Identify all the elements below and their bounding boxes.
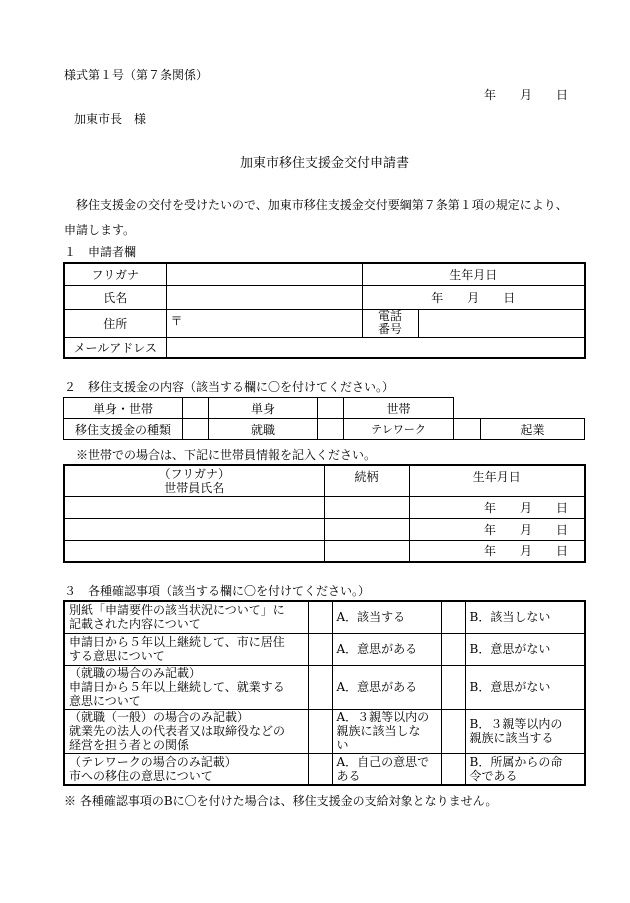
relation-header: 続柄 <box>324 465 409 496</box>
confirmation-option-b: B．意思がない <box>465 633 585 665</box>
member-relation-field[interactable] <box>324 496 409 518</box>
employment-check-cell[interactable] <box>183 419 209 440</box>
member-birth-field[interactable]: 年 月 日 <box>409 540 585 562</box>
section2-heading: ２ 移住支援金の内容（該当する欄に〇を付けてください。） <box>64 380 395 394</box>
phone-label: 電話 番号 <box>362 309 418 337</box>
intro-text-line1: 移住支援金の交付を受けたいので、加東市移住支援金交付要綱第７条第１項の規定により、 <box>76 198 568 212</box>
phone-field[interactable] <box>418 309 585 337</box>
option-a-check-cell[interactable] <box>308 665 332 709</box>
confirmation-table <box>63 600 586 786</box>
member-name-field[interactable] <box>64 518 324 540</box>
confirmation-question-5: （テレワークの場合のみ記載） 市への移住の意思について <box>64 753 308 785</box>
confirmation-option-b: B．意思がない <box>465 665 585 709</box>
member-relation-field[interactable] <box>324 518 409 540</box>
subsidy-type-label: 移住支援金の種類 <box>64 419 183 440</box>
option-b-check-cell[interactable] <box>441 753 465 785</box>
confirmation-question-3: （就職の場合のみ記載） 申請日から５年以上継続して、就業する 意思について <box>64 665 308 709</box>
confirmation-option-a: A．意思がある <box>332 633 441 665</box>
confirmation-option-b: B．３親等以内の 親族に該当する <box>465 709 585 753</box>
member-birth-field[interactable]: 年 月 日 <box>409 496 585 518</box>
birth-date-field[interactable]: 年 月 日 <box>362 285 585 309</box>
email-field[interactable] <box>166 337 585 358</box>
name-label: 氏名 <box>64 285 166 309</box>
email-label: メールアドレス <box>64 337 166 358</box>
option-a-check-cell[interactable] <box>308 633 332 665</box>
name-field[interactable] <box>166 285 362 309</box>
household-members-table <box>63 464 586 563</box>
option-b-check-cell[interactable] <box>441 709 465 753</box>
household-note: ※世帯での場合は、下記に世帯員情報を記入ください。 <box>76 448 377 462</box>
confirmation-option-b: B．該当しない <box>465 601 585 633</box>
option-b-check-cell[interactable] <box>441 601 465 633</box>
member-name-field[interactable] <box>64 540 324 562</box>
startup-check-cell[interactable] <box>454 419 481 440</box>
address-field[interactable] <box>166 309 362 337</box>
option-a-check-cell[interactable] <box>308 601 332 633</box>
intro-text-line2: 申請します。 <box>64 223 136 237</box>
confirmation-option-b: B．所属からの命 令である <box>465 753 585 785</box>
household-check-cell[interactable] <box>318 398 344 419</box>
confirmation-option-a: A．３親等以内の 親族に該当しな い <box>332 709 441 753</box>
member-name-header: （フリガナ） 世帯員氏名 <box>64 465 324 496</box>
confirmation-option-a: A．該当する <box>332 601 441 633</box>
addressee: 加東市長 様 <box>74 112 147 126</box>
member-birth-header: 生年月日 <box>409 465 585 496</box>
furigana-field[interactable] <box>166 263 362 285</box>
subsidy-content-table <box>63 397 585 440</box>
startup-option: 起業 <box>481 419 585 440</box>
telework-check-cell[interactable] <box>318 419 344 440</box>
option-b-check-cell[interactable] <box>441 633 465 665</box>
footer-note: ※ 各種確認事項のBに〇を付けた場合は、移住支援金の支給対象となりません。 <box>64 794 498 808</box>
address-label: 住所 <box>64 309 166 337</box>
form-number: 様式第１号（第７条関係） <box>64 68 209 82</box>
household-option: 世帯 <box>344 398 454 419</box>
document-title: 加東市移住支援金交付申請書 <box>240 156 410 171</box>
furigana-label: フリガナ <box>64 263 166 285</box>
option-a-check-cell[interactable] <box>308 709 332 753</box>
confirmation-option-a: A．自己の意思で ある <box>332 753 441 785</box>
applicant-table <box>63 262 586 359</box>
member-name-field[interactable] <box>64 496 324 518</box>
birth-date-label: 生年月日 <box>362 263 585 285</box>
confirmation-question-1: 別紙「申請要件の該当状況について」に 記載された内容について <box>64 601 308 633</box>
application-date: 年 月 日 <box>484 88 569 102</box>
confirmation-option-a: A．意思がある <box>332 665 441 709</box>
single-option: 単身 <box>209 398 318 419</box>
section3-heading: ３ 各種確認事項（該当する欄に〇を付けてください。） <box>64 584 371 598</box>
option-b-check-cell[interactable] <box>441 665 465 709</box>
option-a-check-cell[interactable] <box>308 753 332 785</box>
member-relation-field[interactable] <box>324 540 409 562</box>
confirmation-question-2: 申請日から５年以上継続して、市に居住 する意思について <box>64 633 308 665</box>
postal-mark: 〒 <box>170 313 183 328</box>
single-check-cell[interactable] <box>183 398 209 419</box>
confirmation-question-4: （就職（一般）の場合のみ記載） 就業先の法人の代表者又は取締役などの 経営を担う者との関係 <box>64 709 308 753</box>
single-household-label: 単身・世帯 <box>64 398 183 419</box>
member-birth-field[interactable]: 年 月 日 <box>409 518 585 540</box>
telework-option: テレワーク <box>344 419 454 440</box>
employment-option: 就職 <box>209 419 318 440</box>
section1-heading: １ 申請者欄 <box>64 245 137 259</box>
